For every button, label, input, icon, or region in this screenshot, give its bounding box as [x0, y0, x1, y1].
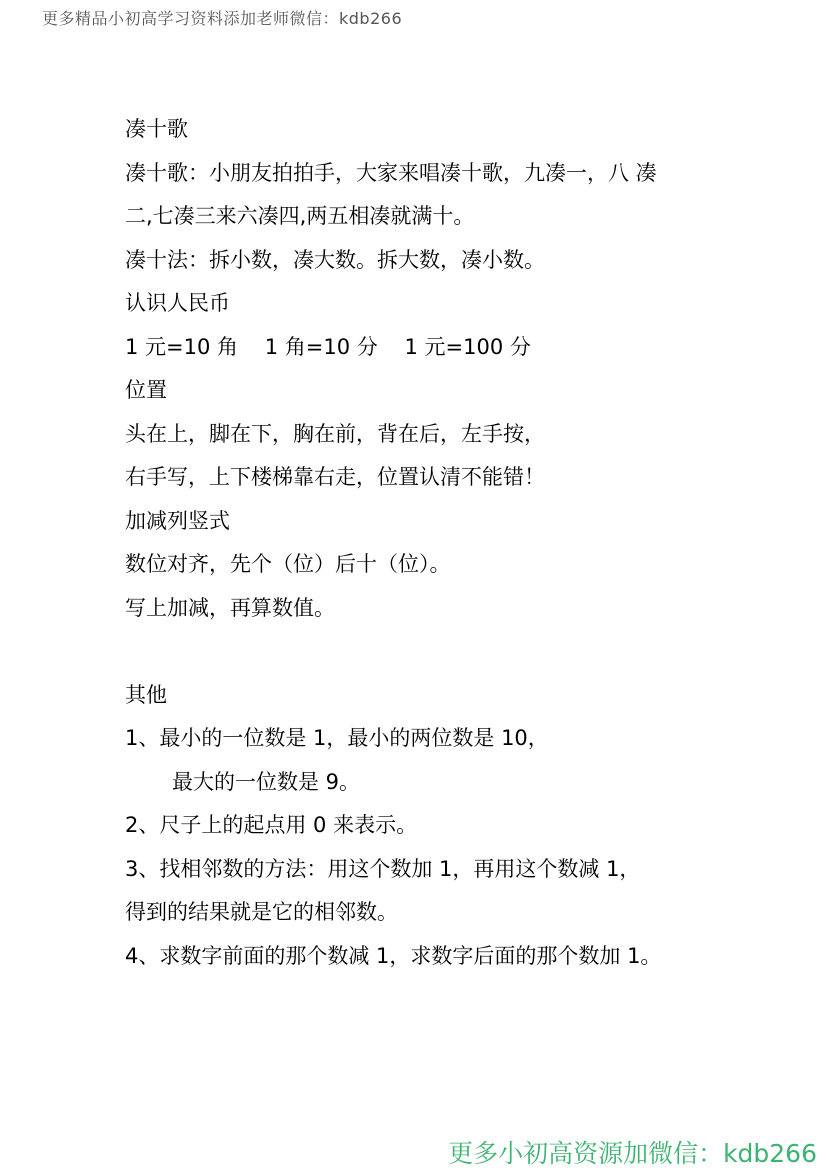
section-title-position: 位置: [125, 378, 167, 402]
section-title-rmb: 认识人民币: [125, 291, 230, 315]
list-item: 4、求数字前面的那个数减 1，求数字后面的那个数加 1。: [125, 943, 662, 968]
document-body: [125, 108, 765, 978]
list-item-continuation: 得到的结果就是它的相邻数。: [125, 900, 398, 924]
page-footer-watermark: 更多小初高资源加微信：kdb266: [448, 1139, 817, 1168]
list-item: 2、尺子上的起点用 0 来表示。: [125, 813, 418, 837]
text-line: 凑十歌：小朋友拍拍手，大家来唱凑十歌，九凑一，八 凑: [125, 160, 657, 185]
list-item: 1、最小的一位数是 1，最小的两位数是 10，: [125, 726, 549, 750]
text-line: 头在上，脚在下，胸在前，背在后，左手按，: [125, 421, 545, 446]
section-title-vertical-form: 加减列竖式: [125, 508, 230, 533]
text-line: 写上加减，再算数值。: [125, 595, 335, 620]
text-line: 1 元=10 角 1 角=10 分 1 元=100 分: [125, 334, 531, 359]
text-line: 凑十法：拆小数，凑大数。拆大数，凑小数。: [125, 247, 545, 272]
text-line: 二,七凑三来六凑四,两五相凑就满十。: [125, 204, 475, 228]
text-line: 数位对齐，先个（位）后十（位）。: [125, 552, 451, 576]
blank-line: [125, 630, 765, 674]
page-header-watermark: 更多精品小初高学习资料添加老师微信：kdb266: [42, 9, 403, 28]
section-title-couhsige: 凑十歌: [125, 117, 188, 141]
list-item-continuation: 最大的一位数是 9。: [172, 769, 361, 794]
section-title-other: 其他: [125, 682, 167, 707]
text-line: 右手写，上下楼梯靠右走，位置认清不能错！: [125, 465, 545, 489]
list-item: 3、找相邻数的方法：用这个数加 1，再用这个数减 1，: [125, 856, 641, 881]
